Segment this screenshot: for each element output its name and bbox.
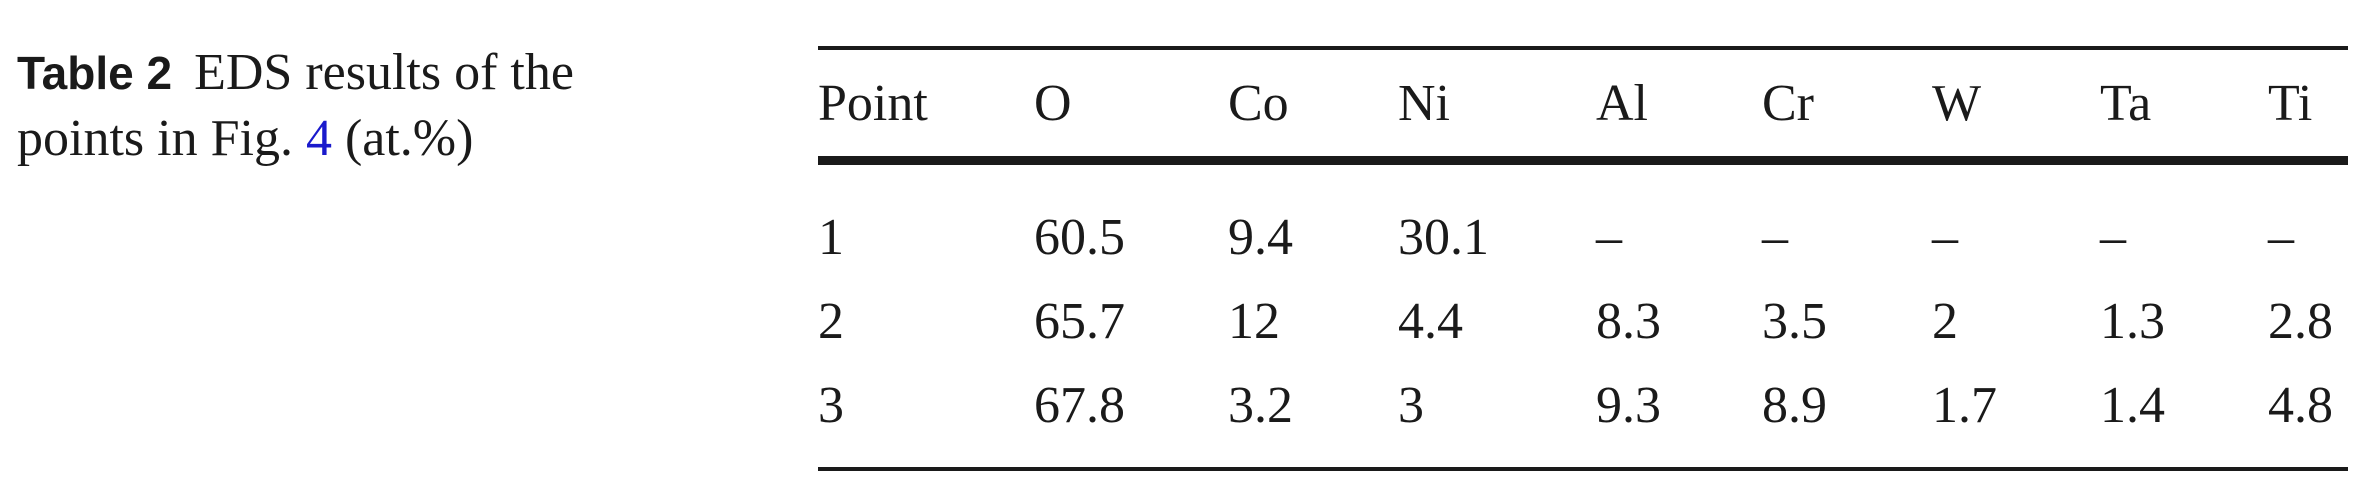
caption-units: (at.%) (344, 110, 474, 167)
header-point: Point (818, 74, 928, 132)
header-co: Co (1228, 74, 1289, 132)
header-o: O (1034, 74, 1072, 132)
cell-ta: 1.3 (2100, 292, 2165, 350)
cell-al: 9.3 (1596, 376, 1661, 434)
table-label: Table 2 (17, 47, 173, 99)
cell-cr: 8.9 (1762, 376, 1827, 434)
header-ti: Ti (2268, 74, 2313, 132)
header-al: Al (1596, 74, 1648, 132)
cell-ta: – (2100, 208, 2126, 266)
cell-o: 60.5 (1034, 208, 1125, 266)
cell-ti: 4.8 (2268, 376, 2333, 434)
table-row (818, 279, 2348, 363)
cell-cr: 3.5 (1762, 292, 1827, 350)
header-cr: Cr (1762, 74, 1814, 132)
eds-results-table-container (818, 46, 2348, 471)
cell-ti: 2.8 (2268, 292, 2333, 350)
cell-ta: 1.4 (2100, 376, 2165, 434)
header-ta: Ta (2100, 74, 2152, 132)
cell-al: 8.3 (1596, 292, 1661, 350)
cell-w: 1.7 (1932, 376, 1997, 434)
header-w: W (1932, 74, 1982, 132)
cell-o: 65.7 (1034, 292, 1125, 350)
cell-al: – (1596, 208, 1622, 266)
figure-reference-link[interactable]: 4 (305, 110, 332, 167)
eds-results-table (818, 46, 2348, 471)
cell-point: 2 (818, 292, 844, 350)
cell-w: – (1932, 208, 1958, 266)
cell-ni: 30.1 (1398, 208, 1489, 266)
table-header-row (818, 48, 2348, 161)
cell-ni: 3 (1398, 376, 1424, 434)
table-row (818, 363, 2348, 469)
cell-w: 2 (1932, 292, 1958, 350)
cell-point: 1 (818, 208, 844, 266)
cell-o: 67.8 (1034, 376, 1125, 434)
header-ni: Ni (1398, 74, 1450, 132)
cell-co: 9.4 (1228, 208, 1293, 266)
cell-co: 3.2 (1228, 376, 1293, 434)
cell-point: 3 (818, 376, 844, 434)
table-row (818, 161, 2348, 280)
table-caption (17, 40, 657, 172)
caption-text: EDS results of the points in Fig. (17, 44, 574, 167)
cell-ni: 4.4 (1398, 292, 1463, 350)
cell-ti: – (2268, 208, 2294, 266)
cell-co: 12 (1228, 292, 1280, 350)
cell-cr: – (1762, 208, 1788, 266)
